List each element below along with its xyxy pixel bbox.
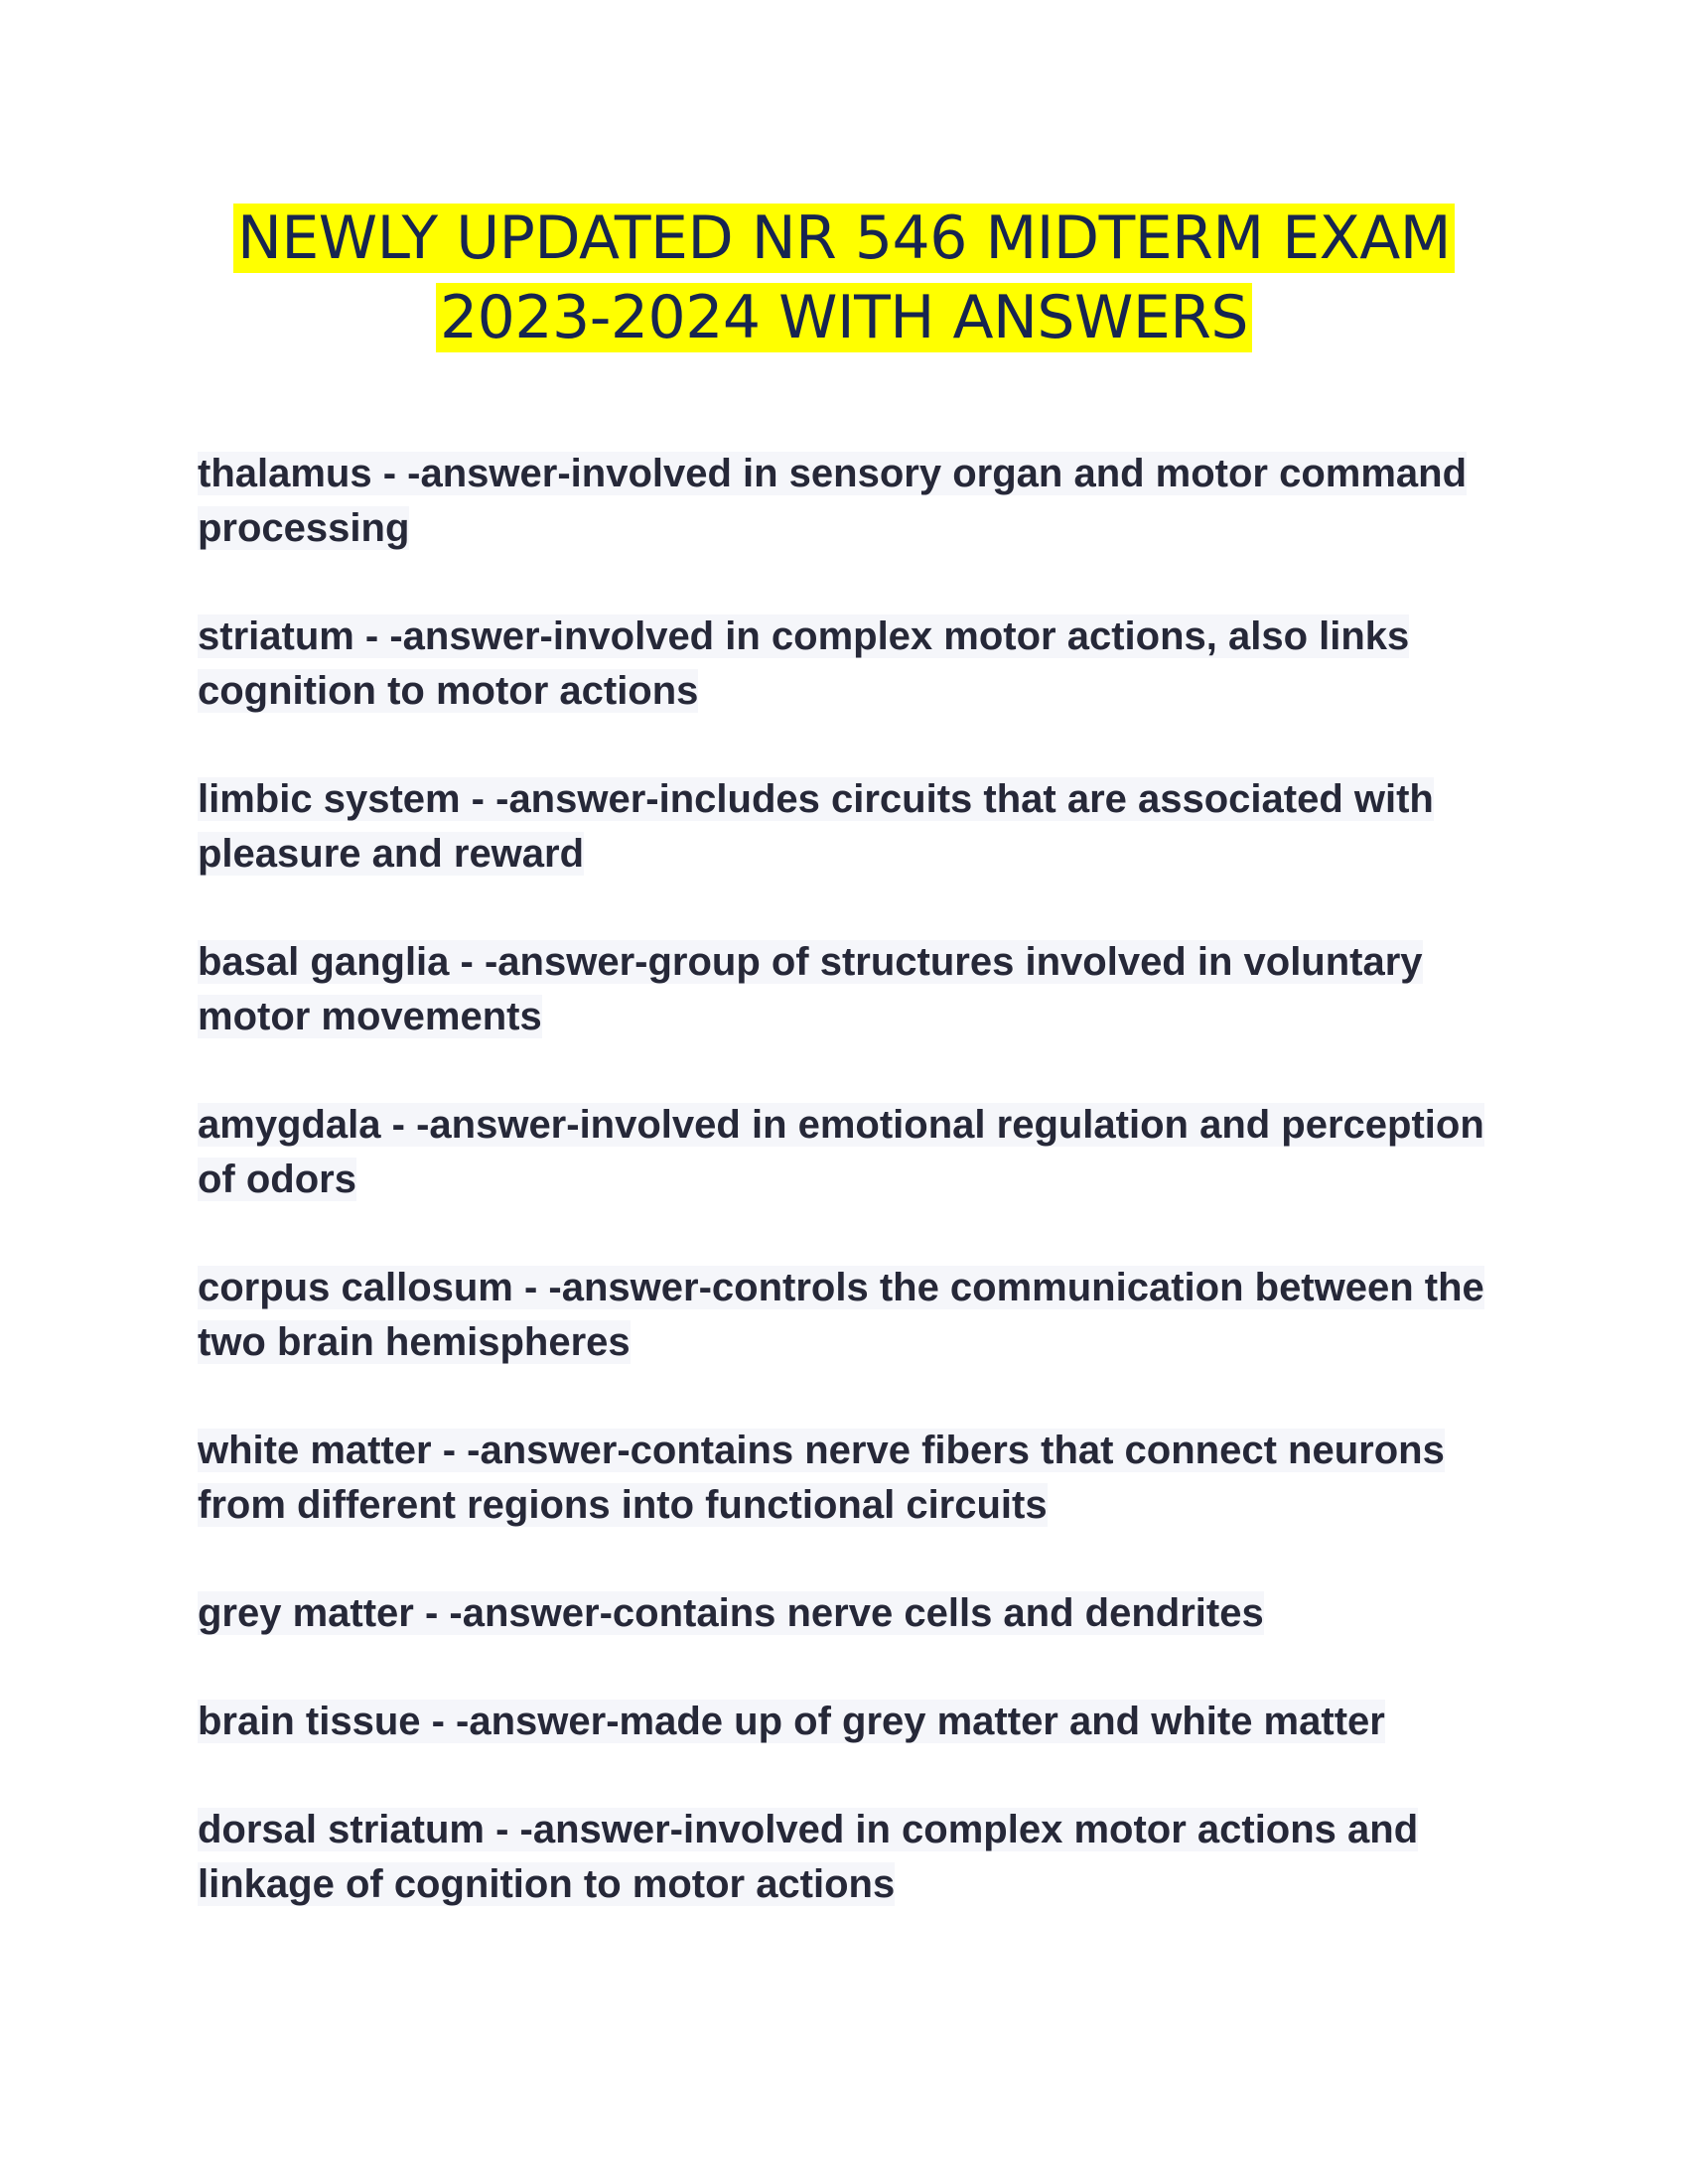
qa-entry-text: brain tissue - -answer-made up of grey matter and white matter xyxy=(198,1700,1385,1743)
qa-entry-brain-tissue xyxy=(198,1695,1508,1749)
qa-entry-basal-ganglia xyxy=(198,935,1508,1044)
qa-entry-corpus-callosum xyxy=(198,1261,1508,1370)
title-line-2: 2023-2024 WITH ANSWERS xyxy=(436,283,1252,352)
qa-entry-striatum xyxy=(198,610,1508,719)
qa-entry-text: white matter - -answer-contains nerve fibers that connect neurons from different regions into functional circuits xyxy=(198,1429,1445,1527)
qa-entry-text: dorsal striatum - -answer-involved in complex motor actions and linkage of cognition to motor actions xyxy=(198,1808,1419,1906)
qa-entry-white-matter xyxy=(198,1424,1508,1533)
qa-entry-text: corpus callosum - -answer-controls the communication between the two brain hemispheres xyxy=(198,1266,1484,1364)
title-line-1: NEWLY UPDATED NR 546 MIDTERM EXAM xyxy=(233,204,1455,273)
qa-entry-amygdala xyxy=(198,1098,1508,1207)
qa-entry-text: limbic system - -answer-includes circuits that are associated with pleasure and reward xyxy=(198,777,1434,876)
qa-entry-grey-matter xyxy=(198,1586,1508,1641)
qa-list xyxy=(198,447,1508,1966)
qa-entry-text: striatum - -answer-involved in complex motor actions, also links cognition to motor actions xyxy=(198,614,1410,713)
qa-entry-text: grey matter - -answer-contains nerve cells and dendrites xyxy=(198,1591,1264,1635)
qa-entry-text: thalamus - -answer-involved in sensory organ and motor command processing xyxy=(198,452,1468,550)
qa-entry-dorsal-striatum xyxy=(198,1803,1508,1912)
qa-entry-limbic-system xyxy=(198,772,1508,882)
qa-entry-text: amygdala - -answer-involved in emotional regulation and perception of odors xyxy=(198,1103,1484,1201)
qa-entry-text: basal ganglia - -answer-group of structures involved in voluntary motor movements xyxy=(198,940,1423,1038)
document-title xyxy=(149,199,1539,357)
qa-entry-thalamus xyxy=(198,447,1508,556)
